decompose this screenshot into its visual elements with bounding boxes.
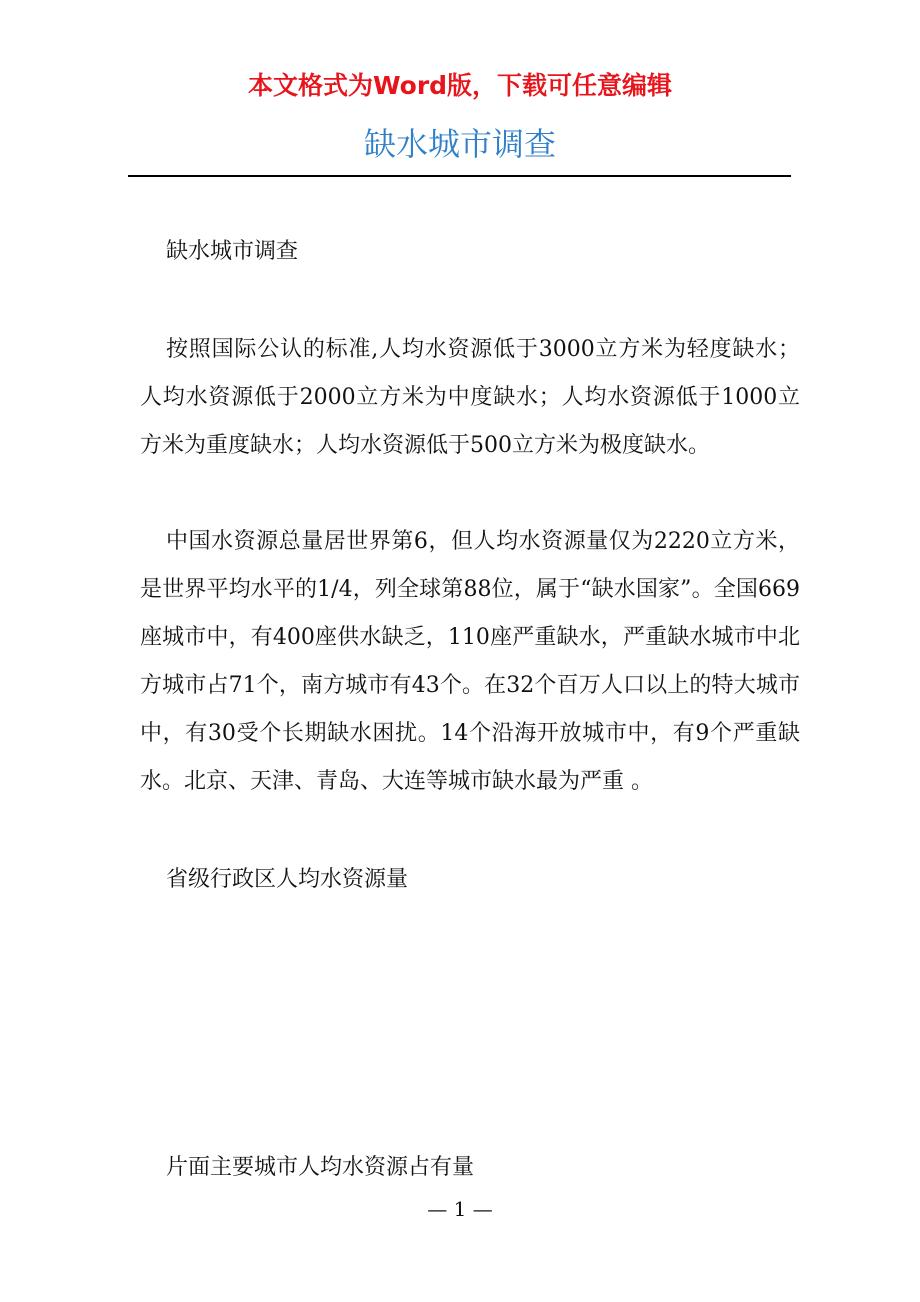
paragraph-china-water-status: 中国水资源总量居世界第6，但人均水资源量仅为2220立方米，是世界平均水平的1/4，列全球第88位，属于“缺水国家”。全国669座城市中，有400座供水缺乏，110座严重缺水，严重缺水城市中北方城市占71个，南方城市有43个。在32个百万人口以上的特大城市中，有30受个长期缺水困扰。14个沿海开放城市中，有9个严重缺水。北京、天津、青岛、大连等城市缺水最为严重 。 xyxy=(140,529,800,794)
format-notice-banner: 本文格式为Word版，下载可任意编辑 xyxy=(247,71,673,100)
title-divider xyxy=(128,175,791,177)
paragraph-water-standards: 按照国际公认的标准,人均水资源低于3000立方米为轻度缺水；人均水资源低于2000立方米为中度缺水；人均水资源低于1000立方米为重度缺水；人均水资源低于500立方米为极度缺水。 xyxy=(140,337,800,458)
section-heading-provincial: 省级行政区人均水资源量 xyxy=(166,867,409,892)
document-title: 缺水城市调查 xyxy=(363,125,556,163)
section-heading-cities: 片面主要城市人均水资源占有量 xyxy=(166,1155,475,1180)
page-number: — 1 — xyxy=(427,1197,493,1221)
article-subtitle: 缺水城市调查 xyxy=(166,239,299,264)
